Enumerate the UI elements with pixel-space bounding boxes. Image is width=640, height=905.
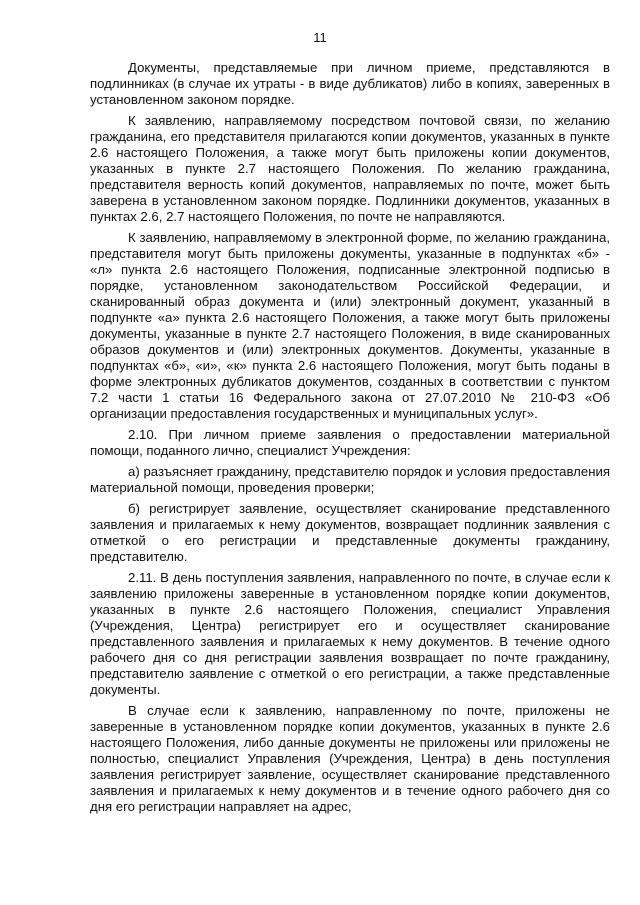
paragraph-subclause-b: б) регистрирует заявление, осуществляет сканирование представленного заявления и прилагаемых к нему документов, возвращает подлинник заявления с отметкой о его регистрации и представленные документы гражданину, представителю. [90,501,610,564]
paragraph-uncertified-copies: В случае если к заявлению, направленному по почте, приложены не заверенные в установленном порядке копии документов, указанных в пункте 2.6 настоящего Положения, либо данные документы не приложены или приложены не полностью, специалист Управления (Учреждения, Центра) в день поступления заявления регистрирует заявление, осуществляет сканирование представленного заявления и прилагаемых к нему документов и в течение одного рабочего дня со дня его регистрации направляет на адрес, [90,703,610,814]
paragraph-clause-2-11: 2.11. В день поступления заявления, направленного по почте, в случае если к заявлению приложены заверенные в установленном порядке копии документов, указанных в пункте 2.6 настоящего Положения, специалист Управления (Учреждения, Центра) регистрирует его и осуществляет сканирование представленного заявления и прилагаемых к нему документов. В течение одного рабочего дня со дня регистрации заявления возвращает по почте гражданину, представителю заявление с отметкой о его регистрации, а также представленные документы. [90,570,610,697]
paragraph-subclause-a: а) разъясняет гражданину, представителю порядок и условия предоставления материальной помощи, проведения проверки; [90,464,610,495]
paragraph-electronic-application: К заявлению, направляемому в электронной форме, по желанию гражданина, представителя могут быть приложены документы, указанные в подпунктах «б» - «л» пункта 2.6 настоящего Положения, подписанные электронной подписью в порядке, установленном законодательством Российской Федерации, и сканированный образ документа и (или) электронный документ, указанный в подпункте «а» пункта 2.6 настоящего Положения, а также могут быть приложены документы, указанные в пункте 2.7 настоящего Положения, в виде сканированных образов документов и (или) электронных документов. Документы, указанные в подпунктах «б», «и», «к» пункта 2.6 настоящего Положения, могут быть поданы в форме электронных дубликатов документов, созданных в соответствии с пунктом 7.2 части 1 статьи 16 Федерального закона от 27.07.2010 № 210-ФЗ «Об организации предоставления государственных и муниципальных услуг». [90,230,610,421]
paragraph-clause-2-10: 2.10. При личном приеме заявления о предоставлении материальной помощи, поданного лично, специалист Учреждения: [90,427,610,458]
paragraph-postal-application: К заявлению, направляемому посредством почтовой связи, по желанию гражданина, его представителя прилагаются копии документов, указанных в пункте 2.6 настоящего Положения, а также могут быть приложены копии документов, указанных в пункте 2.7 настоящего Положения. По желанию гражданина, представителя верность копий документов, направляемых по почте, может быть заверена в установленном законом порядке. Подлинники документов, указанных в пунктах 2.6, 2.7 настоящего Положения, по почте не направляются. [90,113,610,224]
page-number: 11 [313,30,327,45]
document-body [90,60,610,820]
paragraph-documents-in-person: Документы, представляемые при личном приеме, представляются в подлинниках (в случае их утраты - в виде дубликатов) либо в копиях, заверенных в установленном законом порядке. [90,60,610,107]
